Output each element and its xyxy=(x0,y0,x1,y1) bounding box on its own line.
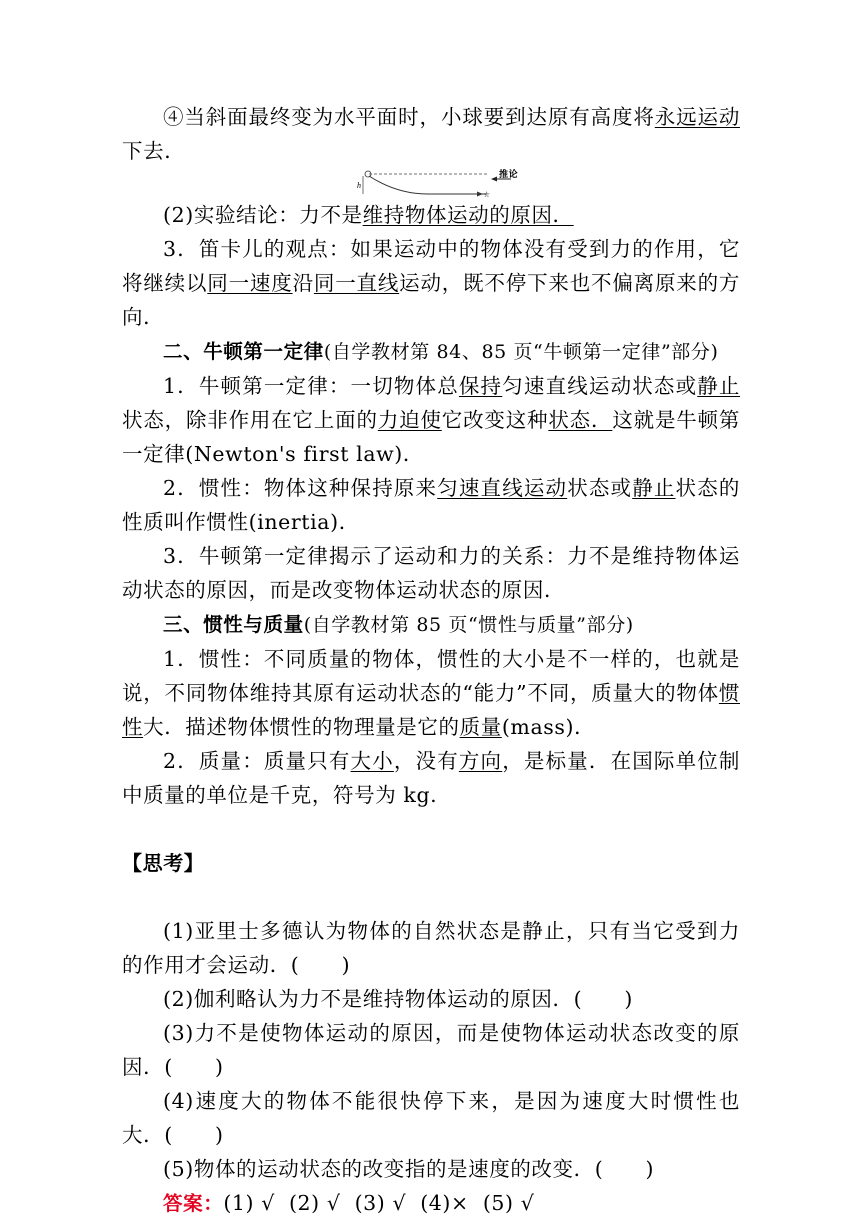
underlined-answer: 质量 xyxy=(459,715,502,739)
slope-curve xyxy=(369,176,487,194)
question-2: (2)伽利略认为力不是维持物体运动的原因．( ) xyxy=(163,987,634,1011)
answer-item: (2) √ xyxy=(288,1191,341,1215)
text: ，没有 xyxy=(393,749,459,773)
question-3: (3)力不是使物体运动的原因，而是使物体运动状态改变的原因．( ) xyxy=(122,1021,740,1079)
text: 3．笛卡儿的观点：如果运动中的物体没有受到力的作用，它将继续以 xyxy=(122,237,740,295)
infer-arrow-head xyxy=(491,177,497,182)
underlined-answer: 匀速直线运动 xyxy=(437,476,568,500)
answer-item: (3) √ xyxy=(354,1191,407,1215)
underlined-answer: 状态． xyxy=(548,408,613,432)
paragraph-motion-force xyxy=(122,539,740,607)
section-title: 三、惯性与质量 xyxy=(163,613,304,636)
text: 下去． xyxy=(122,139,186,163)
answer-item: (4)× xyxy=(420,1191,469,1215)
text: 状态的性质叫作惯性(inertia)． xyxy=(122,476,740,534)
text: 运动，既不停下来也不偏离原来的方向． xyxy=(122,271,741,329)
think-heading: 【思考】 xyxy=(122,851,205,875)
answer-item: (1) √ xyxy=(223,1191,275,1215)
paragraph-conclusion xyxy=(122,198,740,232)
text: ，是标量．在国际单位制中质量的单位是千克，符号为 kg. xyxy=(122,749,740,807)
underlined-answer: 同一速度 xyxy=(207,271,293,295)
text: 它改变这种 xyxy=(441,408,549,432)
infer-label: 推论 xyxy=(499,170,519,180)
underlined-answer: 静止 xyxy=(697,374,741,398)
paragraph-descartes xyxy=(122,232,740,334)
text: 沿 xyxy=(292,271,314,295)
text: 状态或 xyxy=(567,476,633,500)
question-1: (1)亚里士多德认为物体的自然状态是静止，只有当它受到力的作用才会运动．( ) xyxy=(122,919,740,977)
section-heading-newton-first-law xyxy=(122,334,740,369)
text: 这就是牛顿第一定律(Newton's first law)． xyxy=(122,408,740,466)
section-heading-inertia-mass xyxy=(122,607,740,642)
paragraph-first-law xyxy=(122,369,740,471)
incline-figure xyxy=(122,168,740,198)
underlined-answer: 惯性 xyxy=(122,681,740,739)
underlined-answer: 维持物体运动的原因． xyxy=(362,203,574,227)
answer-label: 答案： xyxy=(163,1192,224,1215)
question-4: (4)速度大的物体不能很快停下来，是因为速度大时惯性也大．( ) xyxy=(122,1089,740,1147)
underlined-answer: 静止 xyxy=(632,476,676,500)
label-h: h xyxy=(357,181,362,190)
section-note: (自学教材第 85 页“惯性与质量”部分) xyxy=(303,614,634,636)
text: 2．惯性：物体这种保持原来 xyxy=(163,476,438,500)
paragraph-inertia-def xyxy=(122,471,740,539)
text: 1．牛顿第一定律：一切物体总 xyxy=(163,374,459,398)
ball-end-star: ☆ xyxy=(483,190,491,198)
document-page xyxy=(122,100,740,1221)
answer-item: (5) √ xyxy=(482,1191,535,1215)
underlined-answer: 力迫使 xyxy=(377,408,442,432)
text: 2．质量：质量只有 xyxy=(163,749,351,773)
underlined-answer: 永远运动 xyxy=(654,105,740,129)
text: ④当斜面最终变为水平面时，小球要到达原有高度将 xyxy=(163,105,655,129)
underlined-answer: 保持 xyxy=(458,374,503,398)
text: 匀速直线运动状态或 xyxy=(502,374,698,398)
text: 3．牛顿第一定律揭示了运动和力的关系：力不是维持物体运动状态的原因，而是改变物体运动状态的原因． xyxy=(122,544,740,602)
paragraph-mass xyxy=(122,744,740,812)
paragraph-inertia-mass xyxy=(122,642,740,744)
section-title: 二、牛顿第一定律 xyxy=(163,340,324,363)
text: (mass)． xyxy=(501,715,596,739)
question-5: (5)物体的运动状态的改变指的是速度的改变．( ) xyxy=(163,1157,655,1181)
underlined-answer: 大小 xyxy=(350,749,394,773)
paragraph-step4 xyxy=(122,100,740,168)
underlined-answer: 方向 xyxy=(458,749,503,773)
spacer xyxy=(122,880,740,914)
text: 状态，除非作用在它上面的 xyxy=(122,408,378,432)
section-note: (自学教材第 84、85 页“牛顿第一定律”部分) xyxy=(323,341,719,363)
incline-ball-diagram xyxy=(357,168,527,198)
text: 大．描述物体惯性的物理量是它的 xyxy=(143,715,460,739)
underlined-answer: 同一直线 xyxy=(313,271,400,295)
text: 1．惯性：不同质量的物体，惯性的大小是不一样的，也就是说，不同物体维持其原有运动状态的“能力”不同，质量大的物体 xyxy=(122,647,740,705)
spacer xyxy=(122,812,740,846)
text: (2)实验结论：力不是 xyxy=(163,203,363,227)
